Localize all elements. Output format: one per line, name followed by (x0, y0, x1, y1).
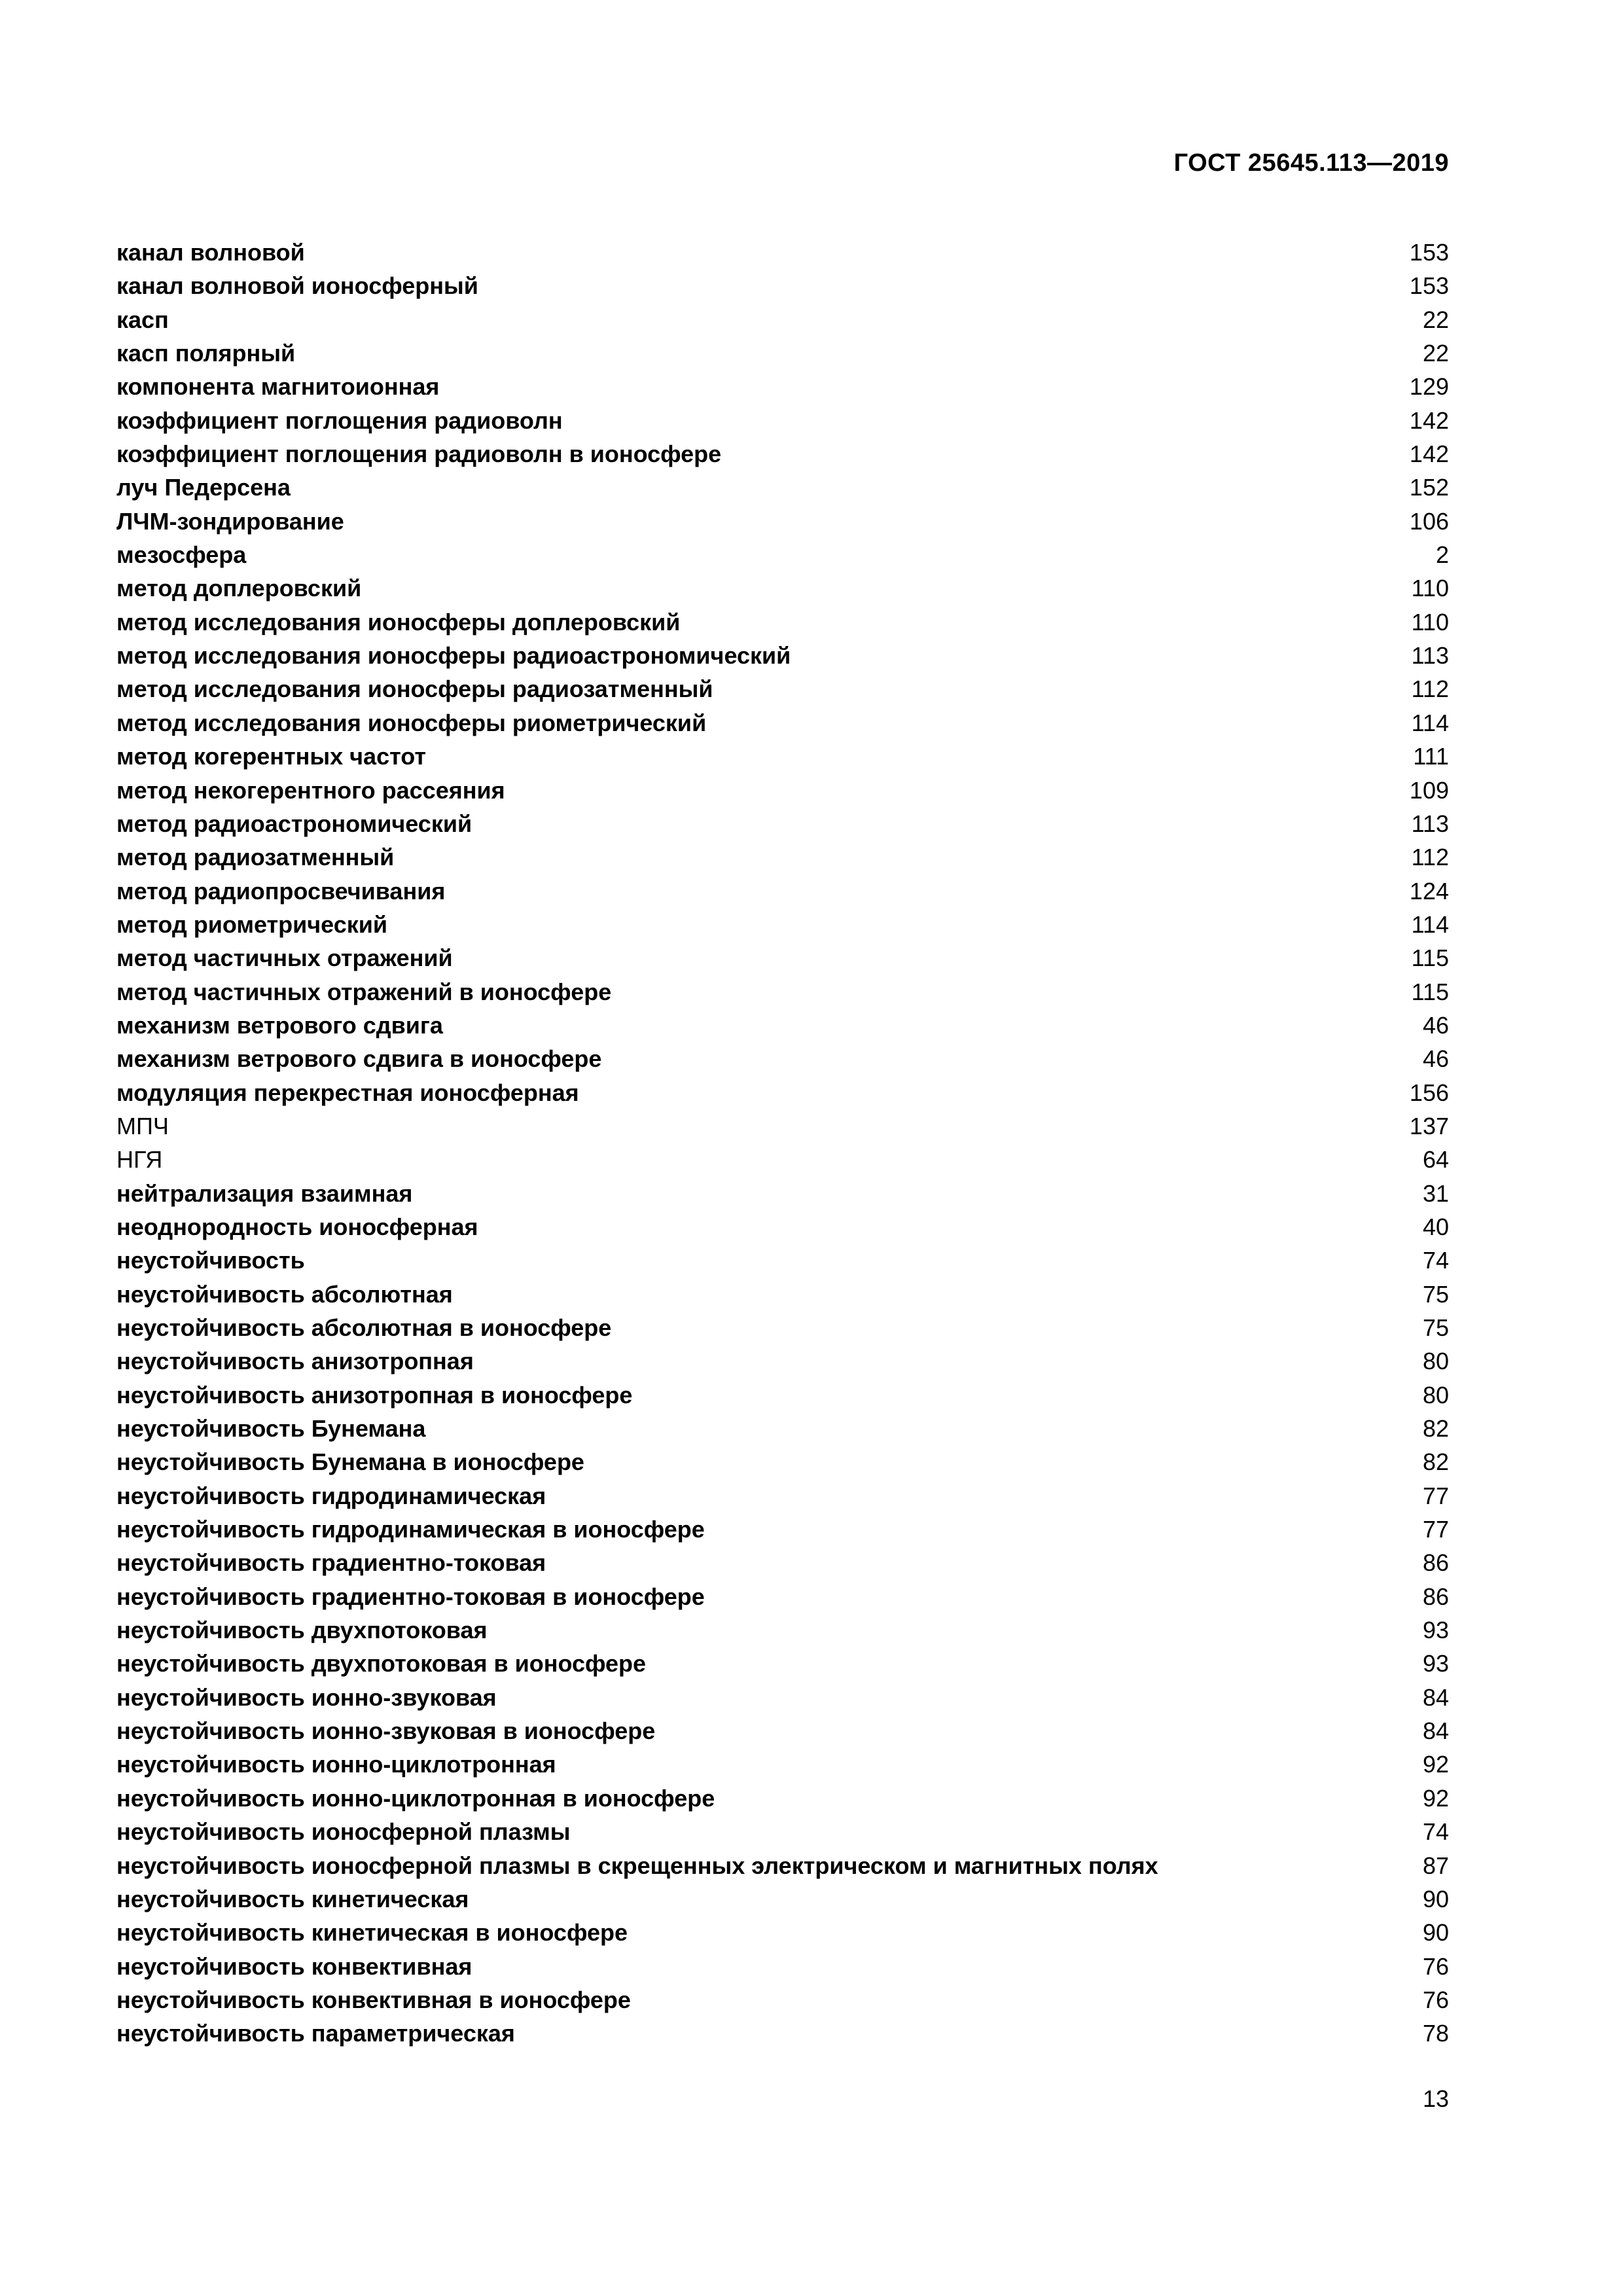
index-entry (116, 975, 1449, 1009)
index-entry (116, 1580, 1449, 1613)
index-entry (116, 1681, 1449, 1714)
index-entry (116, 807, 1449, 840)
index-page-ref: 22 (1422, 306, 1449, 333)
index-term: коэффициент поглощения радиоволн в ионосфере (116, 440, 722, 468)
index-term: неустойчивость градиентно-токовая (116, 1549, 546, 1577)
index-entry (116, 303, 1449, 336)
index-page-ref: 137 (1409, 1112, 1449, 1139)
index-page-ref: 46 (1422, 1011, 1449, 1039)
index-page-ref: 114 (1411, 910, 1449, 938)
index-page-ref: 31 (1422, 1179, 1449, 1207)
index-entry (116, 1479, 1449, 1513)
index-entry (116, 1882, 1449, 1916)
index-page-ref: 110 (1411, 575, 1449, 602)
index-entry (116, 908, 1449, 941)
index-entry (116, 1782, 1449, 1815)
index-page-ref: 80 (1422, 1348, 1449, 1375)
index-term: неустойчивость Бунемана в ионосфере (116, 1448, 584, 1476)
index-entry (116, 1109, 1449, 1143)
index-page-ref: 92 (1422, 1784, 1449, 1812)
index-term: метод радиоастрономический (116, 810, 473, 837)
index-entry (116, 1546, 1449, 1579)
index-entry (116, 1513, 1449, 1546)
index-term: неустойчивость Бунемана (116, 1415, 426, 1443)
index-entry (116, 941, 1449, 975)
index-page-ref: 142 (1409, 406, 1449, 434)
index-entry (116, 1244, 1449, 1277)
index-page-ref: 112 (1411, 675, 1449, 703)
index-term: метод некогерентного рассеяния (116, 776, 505, 804)
index-term: метод риометрический (116, 910, 388, 938)
index-term: канал волновой ионосферный (116, 272, 478, 300)
index-term: метод исследования ионосферы радиозатменный (116, 675, 713, 703)
index-entry (116, 1445, 1449, 1479)
index-entry (116, 874, 1449, 908)
index-term: ЛЧМ-зондирование (116, 507, 344, 535)
index-entry (116, 571, 1449, 605)
index-term: метод частичных отражений в ионосфере (116, 978, 612, 1005)
index-entry (116, 1613, 1449, 1647)
index-entry (116, 269, 1449, 302)
document-header: ГОСТ 25645.113—2019 (1173, 149, 1449, 177)
index-page-ref: 75 (1422, 1280, 1449, 1308)
index-page-ref: 2 (1435, 541, 1449, 569)
index-entry (116, 1311, 1449, 1344)
index-entry (116, 1815, 1449, 1848)
index-page-ref: 93 (1422, 1617, 1449, 1644)
index-term: неустойчивость ионно-циклотронная в ионосфере (116, 1784, 715, 1812)
index-term: модуляция перекрестная ионосферная (116, 1079, 579, 1106)
index-term: неустойчивость анизотропная в ионосфере (116, 1381, 633, 1408)
index-page-ref: 115 (1411, 944, 1449, 972)
index-term: метод исследования ионосферы радиоастрономический (116, 642, 791, 670)
index-term: метод исследования ионосферы риометрический (116, 709, 707, 736)
index-term: неустойчивость (116, 1247, 305, 1274)
index-page-ref: 77 (1422, 1482, 1449, 1509)
index-entry (116, 1076, 1449, 1109)
index-entry (116, 1647, 1449, 1680)
index-entry (116, 1714, 1449, 1748)
index-entry (116, 774, 1449, 807)
index-page-ref: 22 (1422, 340, 1449, 367)
index-entry (116, 840, 1449, 874)
index-page-ref: 64 (1422, 1146, 1449, 1174)
index-page-ref: 75 (1422, 1314, 1449, 1341)
index-term: неустойчивость абсолютная (116, 1280, 453, 1308)
index-entry (116, 605, 1449, 639)
index-page-ref: 142 (1409, 440, 1449, 468)
index-page-ref: 124 (1409, 877, 1449, 905)
index-page-ref: 109 (1409, 776, 1449, 804)
index-term: луч Педерсена (116, 474, 291, 501)
index-term: метод исследования ионосферы доплеровский (116, 608, 681, 636)
index-term: неустойчивость анизотропная (116, 1348, 474, 1375)
index-entry (116, 505, 1449, 538)
index-entry (116, 370, 1449, 403)
index-page-ref: 90 (1422, 1919, 1449, 1946)
index-term: коэффициент поглощения радиоволн (116, 406, 563, 434)
index-entry (116, 538, 1449, 571)
index-term: канал волновой (116, 239, 305, 266)
index-entry (116, 1916, 1449, 1949)
index-page-ref: 86 (1422, 1583, 1449, 1610)
index-page-ref: 46 (1422, 1045, 1449, 1073)
index-entry (116, 1009, 1449, 1042)
index-page-ref: 111 (1413, 743, 1449, 770)
index-entry (116, 336, 1449, 370)
index-term: неустойчивость ионно-циклотронная (116, 1751, 556, 1778)
index-page-ref: 93 (1422, 1650, 1449, 1677)
index-term: НГЯ (116, 1146, 163, 1174)
index-entry (116, 672, 1449, 706)
index-term: мезосфера (116, 541, 247, 569)
index-entry (116, 706, 1449, 740)
index-term: метод радиозатменный (116, 844, 395, 871)
index-page-ref: 114 (1411, 709, 1449, 736)
index-term: нейтрализация взаимная (116, 1179, 413, 1207)
index-entry (116, 740, 1449, 773)
index-page-ref: 92 (1422, 1751, 1449, 1778)
index-page-ref: 90 (1422, 1885, 1449, 1912)
index-page-ref: 80 (1422, 1381, 1449, 1408)
index-term: неустойчивость конвективная в ионосфере (116, 1986, 631, 2013)
index-page-ref: 152 (1409, 474, 1449, 501)
index-page-ref: 113 (1411, 810, 1449, 837)
index-page-ref: 76 (1422, 1952, 1449, 1980)
index-term: неустойчивость кинетическая (116, 1885, 469, 1912)
index-entry (116, 1412, 1449, 1445)
index-term: механизм ветрового сдвига в ионосфере (116, 1045, 602, 1073)
index-term: неустойчивость параметрическая (116, 2020, 515, 2047)
index-page-ref: 40 (1422, 1213, 1449, 1240)
index-entry (116, 1849, 1449, 1882)
index-entry (116, 1748, 1449, 1781)
index-entry (116, 1042, 1449, 1075)
index-page-ref: 113 (1411, 642, 1449, 670)
index-page-ref: 84 (1422, 1717, 1449, 1745)
index-page-ref: 84 (1422, 1683, 1449, 1711)
index-page-ref: 112 (1411, 844, 1449, 871)
index-term: неустойчивость ионно-звуковая (116, 1683, 497, 1711)
index-page-ref: 86 (1422, 1549, 1449, 1577)
index-term: неустойчивость градиентно-токовая в ионосфере (116, 1583, 705, 1610)
index-term: неустойчивость ионосферной плазмы в скрещенных электрическом и магнитных полях (116, 1852, 1158, 1879)
index-term: касп полярный (116, 340, 296, 367)
index-page-ref: 77 (1422, 1516, 1449, 1543)
index-term: механизм ветрового сдвига (116, 1011, 443, 1039)
index-page-ref: 110 (1411, 608, 1449, 636)
index-page-ref: 153 (1409, 239, 1449, 266)
index-entry (116, 1378, 1449, 1412)
index-term: компонента магнитоионная (116, 373, 440, 401)
index-term: неустойчивость гидродинамическая (116, 1482, 546, 1509)
index-entry (116, 1210, 1449, 1244)
index-term: метод когерентных частот (116, 743, 426, 770)
index-term: метод частичных отражений (116, 944, 453, 972)
index-entry (116, 1344, 1449, 1378)
page-number: 13 (1422, 2085, 1449, 2112)
index-page-ref: 156 (1409, 1079, 1449, 1106)
index-entry (116, 1143, 1449, 1176)
index-list (116, 236, 1449, 2051)
index-entry (116, 236, 1449, 269)
index-page-ref: 87 (1422, 1852, 1449, 1879)
index-entry (116, 437, 1449, 471)
index-page-ref: 82 (1422, 1448, 1449, 1476)
index-term: неустойчивость кинетическая в ионосфере (116, 1919, 628, 1946)
index-term: касп (116, 306, 169, 333)
index-term: метод доплеровский (116, 575, 362, 602)
index-term: неустойчивость ионно-звуковая в ионосфере (116, 1717, 656, 1745)
index-entry (116, 404, 1449, 437)
index-entry (116, 1177, 1449, 1210)
index-term: неустойчивость гидродинамическая в ионосфере (116, 1516, 705, 1543)
index-page-ref: 74 (1422, 1818, 1449, 1846)
index-term: неустойчивость двухпотоковая в ионосфере (116, 1650, 647, 1677)
index-term: неустойчивость ионосферной плазмы (116, 1818, 571, 1846)
index-entry (116, 1278, 1449, 1311)
index-page-ref: 129 (1409, 373, 1449, 401)
index-page-ref: 115 (1411, 978, 1449, 1005)
index-term: МПЧ (116, 1112, 169, 1139)
index-entry (116, 471, 1449, 504)
index-page-ref: 74 (1422, 1247, 1449, 1274)
index-term: неоднородность ионосферная (116, 1213, 478, 1240)
index-entry (116, 639, 1449, 672)
index-page-ref: 78 (1422, 2020, 1449, 2047)
index-term: неустойчивость двухпотоковая (116, 1617, 488, 1644)
index-page-ref: 153 (1409, 272, 1449, 300)
index-entry (116, 1983, 1449, 2017)
index-entry (116, 1950, 1449, 1983)
index-term: неустойчивость абсолютная в ионосфере (116, 1314, 612, 1341)
index-page-ref: 82 (1422, 1415, 1449, 1443)
index-term: неустойчивость конвективная (116, 1952, 473, 1980)
index-page-ref: 76 (1422, 1986, 1449, 2013)
index-term: метод радиопросвечивания (116, 877, 446, 905)
index-entry (116, 2017, 1449, 2050)
index-page-ref: 106 (1409, 507, 1449, 535)
